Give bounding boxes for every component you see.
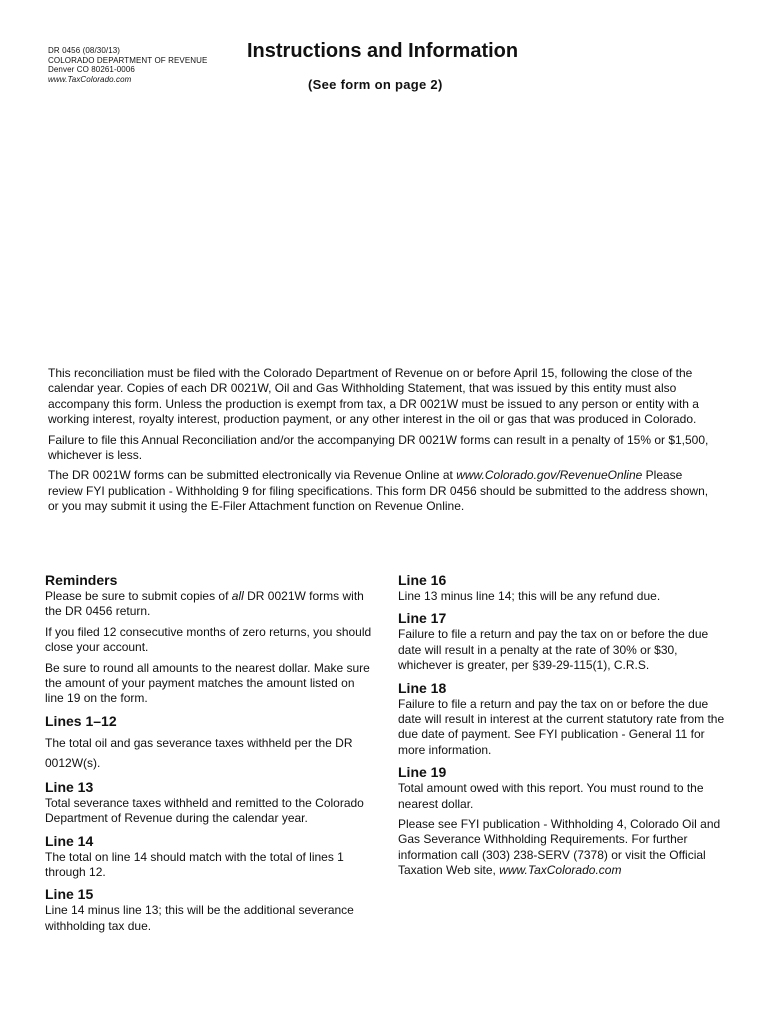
taxation-website-link[interactable]: www.TaxColorado.com xyxy=(499,863,622,878)
line-13-text: Total severance taxes withheld and remitted to the Colorado Department of Revenue during the calendar year. xyxy=(45,795,364,826)
right-column xyxy=(398,571,726,884)
line-15-heading: Line 15 xyxy=(45,886,94,903)
line-14-heading: Line 14 xyxy=(45,832,94,849)
intro-p3-text-a: The DR 0021W forms can be submitted electronically via Revenue Online at xyxy=(48,468,457,483)
line-19-text: Total amount owed with this report. You must round to the nearest dollar. xyxy=(398,781,704,811)
form-id: DR 0456 (08/30/13) xyxy=(48,46,121,55)
header-block xyxy=(48,46,207,84)
line-18-heading: Line 18 xyxy=(398,679,447,696)
line-18-section xyxy=(398,679,726,759)
intro-section xyxy=(48,366,720,520)
line-15-section xyxy=(45,885,375,934)
page-subtitle: (See form on page 2) xyxy=(308,77,443,92)
revenue-online-link[interactable]: www.Colorado.gov/RevenueOnline xyxy=(456,468,643,483)
line-19-info-text: Please see FYI publication - Withholding 4, Colorado Oil and Gas Severance Withholding Requirements. For further information call (303) 238-SERV (7378) or visit the Official Taxation Web site, xyxy=(398,817,721,878)
page-title: Instructions and Information xyxy=(247,40,519,62)
line-15-text: Line 14 minus line 13; this will be the additional severance withholding tax due. xyxy=(45,903,354,933)
department-name: COLORADO DEPARTMENT OF REVENUE xyxy=(48,55,208,65)
reminder-1-text-a: Please be sure to submit copies of xyxy=(45,589,232,603)
line-16-text: Line 13 minus line 14; this will be any refund due. xyxy=(398,589,661,603)
left-column xyxy=(45,571,375,939)
line-16-heading: Line 16 xyxy=(398,572,447,588)
line-16-section xyxy=(398,571,726,604)
line-14-section xyxy=(45,832,375,881)
reminder-2: If you filed 12 consecutive months of zero returns, you should close your account. xyxy=(45,624,372,655)
line-13-heading: Line 13 xyxy=(45,778,94,795)
line-19-heading: Line 19 xyxy=(398,764,447,781)
line-19-section xyxy=(398,763,726,878)
website-link[interactable]: www.TaxColorado.com xyxy=(48,74,132,84)
lines-1-12-text: The total oil and gas severance taxes withheld per the DR 0012W(s). xyxy=(45,735,353,770)
reminder-1 xyxy=(45,589,375,620)
intro-paragraph-2: Failure to file this Annual Reconciliation and/or the accompanying DR 0021W forms can result in a penalty of 15% or $1,500, whichever is less. xyxy=(48,432,709,463)
reminder-3: Be sure to round all amounts to the nearest dollar. Make sure the amount of your payment matches the amount listed on line 19 on the form. xyxy=(45,660,370,706)
line-17-heading: Line 17 xyxy=(398,610,447,627)
reminder-1-emphasis: all xyxy=(231,589,244,603)
reminder-1-text-b: DR 0021W forms with the DR 0456 return. xyxy=(45,589,364,619)
line-17-section xyxy=(398,609,726,673)
line-14-text: The total on line 14 should match with the total of lines 1 through 12. xyxy=(45,849,344,880)
lines-1-12-section xyxy=(45,712,375,773)
intro-p3-text-b: Please review FYI publication - Withholding 9 for filing specifications. This form DR 0456 should be submitted to the address shown, or you may submit it using the E-Filer Attachment function on Revenue Online. xyxy=(48,468,709,514)
line-19-info xyxy=(398,817,726,879)
line-17-text: Failure to file a return and pay the tax on or before the due date will result in a penalty at the rate of 30% or $30, whichever is greater, per §39-29-115(1), C.R.S. xyxy=(398,627,709,673)
line-13-section xyxy=(45,778,375,827)
department-address: Denver CO 80261-0006 xyxy=(48,65,135,74)
intro-paragraph-3 xyxy=(48,468,720,514)
line-18-text: Failure to file a return and pay the tax on or before the due date will result in interest at the current statutory rate from the due date of payment. See FYI publication - General 11 for more information. xyxy=(398,696,725,757)
intro-paragraph-1: This reconciliation must be filed with the Colorado Department of Revenue on or before April 15, following the close of the calendar year. Copies of each DR 0021W, Oil and Gas Withholding Statement, that was issued by this entity must also accompany this form. Unless the production is exempt from tax, a DR 0021W must be issued to any person or entity with a working interest, royalty interest, production payment, or any other interest in the oil or gas that was produced in Colorado. xyxy=(48,366,699,427)
reminders-heading: Reminders xyxy=(45,572,118,588)
lines-1-12-heading: Lines 1–12 xyxy=(45,712,117,729)
reminders-section xyxy=(45,571,375,707)
